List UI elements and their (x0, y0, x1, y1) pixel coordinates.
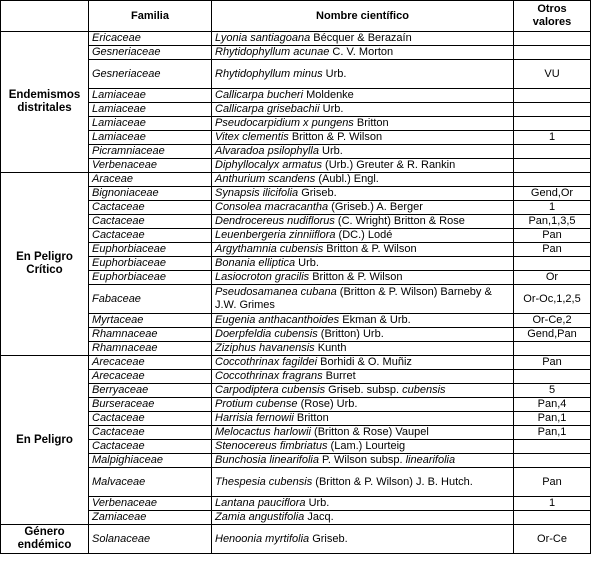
table-row (1, 511, 591, 525)
table-row (1, 384, 591, 398)
familia-cell: Fabaceae (89, 285, 212, 314)
table-row (1, 243, 591, 257)
table-row (1, 370, 591, 384)
familia-cell: Rhamnaceae (89, 342, 212, 356)
scientific-name-part: Dendrocereus nudiflorus (215, 215, 335, 227)
otros-valores-cell (514, 145, 591, 159)
otros-valores-cell: Gend,Pan (514, 328, 591, 342)
table-row (1, 187, 591, 201)
familia-cell: Arecaceae (89, 370, 212, 384)
familia-cell: Malpighiaceae (89, 454, 212, 468)
otros-valores-cell (514, 440, 591, 454)
familia-cell: Burseraceae (89, 398, 212, 412)
familia-cell: Araceae (89, 173, 212, 187)
nombre-cientifico-cell (212, 229, 514, 243)
author-part: Borhidi & O. Muñiz (317, 356, 412, 368)
author-part: (Britton & Rose) Vaupel (310, 426, 429, 438)
nombre-cientifico-cell (212, 398, 514, 412)
table-row (1, 89, 591, 103)
author-part: Bécquer & Berazaín (310, 32, 412, 44)
familia-cell: Verbenaceae (89, 159, 212, 173)
nombre-cientifico-cell (212, 46, 514, 60)
familia-cell: Berryaceae (89, 384, 212, 398)
familia-cell: Rhamnaceae (89, 328, 212, 342)
otros-valores-cell: 5 (514, 384, 591, 398)
author-part: (Urb.) Greuter & R. Rankin (321, 159, 456, 171)
scientific-name-part: Rhytidophyllum acunae (215, 46, 330, 58)
otros-valores-cell: Or (514, 271, 591, 285)
otros-valores-cell (514, 370, 591, 384)
nombre-cientifico-cell (212, 187, 514, 201)
otros-valores-cell: Or-Ce,2 (514, 314, 591, 328)
table-row (1, 32, 591, 46)
familia-cell: Lamiaceae (89, 103, 212, 117)
scientific-name-part: Bunchosia linearifolia (215, 454, 319, 466)
table-row (1, 103, 591, 117)
header-row (1, 1, 591, 32)
category-cell: En Peligro (1, 356, 89, 525)
author-part: C. V. Morton (329, 46, 394, 58)
author-part: Britton (353, 117, 389, 129)
scientific-name-part: Alvaradoa psilophylla (215, 145, 319, 157)
author-part: Urb. (322, 67, 347, 80)
table-row (1, 342, 591, 356)
scientific-name-part: Pseudosamanea cubana (215, 286, 337, 298)
table-row (1, 314, 591, 328)
nombre-cientifico-cell (212, 117, 514, 131)
familia-cell: Gesneriaceae (89, 60, 212, 89)
author-part: (Lam.) Lourteig (327, 440, 406, 452)
familia-cell: Picramniaceae (89, 145, 212, 159)
author-part: (Rose) Urb. (297, 398, 358, 410)
table-row (1, 497, 591, 511)
scientific-name-part: Harrisia fernowii (215, 412, 294, 424)
scientific-name-part: Henoonia myrtifolia (215, 532, 310, 545)
scientific-name-part: Callicarpa bucheri (215, 89, 304, 101)
familia-cell: Bignoniaceae (89, 187, 212, 201)
otros-valores-cell (514, 159, 591, 173)
scientific-name-part: Carpodiptera cubensis (215, 384, 326, 396)
author-part: Burret (322, 370, 356, 382)
nombre-cientifico-cell (212, 32, 514, 46)
nombre-cientifico-cell (212, 243, 514, 257)
familia-cell: Myrtaceae (89, 314, 212, 328)
table-row (1, 426, 591, 440)
scientific-name-part: Lyonia santiagoana (215, 32, 311, 44)
otros-valores-cell: Pan (514, 468, 591, 497)
otros-valores-cell (514, 257, 591, 271)
author-part: (Britton) Urb. (317, 328, 384, 340)
nombre-cientifico-cell (212, 257, 514, 271)
scientific-name-part: Eugenia anthacanthoides (215, 314, 340, 326)
nombre-cientifico-cell (212, 285, 514, 314)
familia-cell: Cactaceae (89, 426, 212, 440)
table-row (1, 60, 591, 89)
otros-valores-cell: Pan,1 (514, 412, 591, 426)
table-row (1, 131, 591, 145)
nombre-cientifico-cell (212, 131, 514, 145)
scientific-name-part: Anthurium scandens (215, 173, 316, 185)
scientific-name-part: Coccothrinax fagildei (215, 356, 318, 368)
nombre-cientifico-cell (212, 173, 514, 187)
table-row (1, 356, 591, 370)
table-row (1, 145, 591, 159)
nombre-cientifico-cell (212, 159, 514, 173)
familia-cell: Cactaceae (89, 201, 212, 215)
author-part: (DC.) Lodé (335, 229, 393, 241)
author-part: (Griseb.) A. Berger (328, 201, 423, 213)
otros-valores-cell: Pan,4 (514, 398, 591, 412)
nombre-cientifico-cell (212, 60, 514, 89)
familia-cell: Arecaceae (89, 356, 212, 370)
familia-cell: Euphorbiaceae (89, 257, 212, 271)
table-row (1, 173, 591, 187)
author-part: Kunth (314, 342, 347, 354)
scientific-name-part: Protium cubense (215, 398, 298, 410)
table-row (1, 257, 591, 271)
nombre-cientifico-cell (212, 440, 514, 454)
author-part: Jacq. (304, 511, 334, 523)
author-part: (Aubl.) Engl. (315, 173, 379, 185)
nombre-cientifico-cell (212, 454, 514, 468)
otros-valores-cell: Gend,Or (514, 187, 591, 201)
nombre-cientifico-cell (212, 384, 514, 398)
otros-valores-cell (514, 103, 591, 117)
familia-cell: Lamiaceae (89, 131, 212, 145)
nombre-cientifico-cell (212, 328, 514, 342)
scientific-name-part: Thespesia cubensis (215, 475, 313, 488)
nombre-cientifico-cell (212, 497, 514, 511)
familia-cell: Lamiaceae (89, 89, 212, 103)
scientific-name-part: Pseudocarpidium x pungens (215, 117, 354, 129)
author-part: (Britton & P. Wilson) Barneby & J.W. Grimes (215, 286, 492, 311)
author-part: Britton & P. Wilson (288, 131, 383, 143)
nombre-cientifico-cell (212, 215, 514, 229)
familia-cell: Cactaceae (89, 229, 212, 243)
otros-valores-cell (514, 173, 591, 187)
familia-cell: Verbenaceae (89, 497, 212, 511)
nombre-cientifico-cell (212, 426, 514, 440)
nombre-cientifico-cell (212, 412, 514, 426)
nombre-cientifico-cell (212, 356, 514, 370)
author-part: Urb. (318, 145, 343, 157)
nombre-cientifico-cell (212, 201, 514, 215)
familia-cell: Cactaceae (89, 440, 212, 454)
author-part: Ekman & Urb. (339, 314, 411, 326)
scientific-name-part: Stenocereus fimbriatus (215, 440, 328, 452)
scientific-name-part: Consolea macracantha (215, 201, 329, 213)
scientific-name-part: cubensis (402, 384, 446, 396)
author-part: (Britton & P. Wilson) J. B. Hutch. (312, 475, 473, 488)
table-row (1, 229, 591, 243)
familia-cell: Gesneriaceae (89, 46, 212, 60)
scientific-name-part: Coccothrinax fragrans (215, 370, 323, 382)
table-row (1, 117, 591, 131)
header-familia: Familia (89, 1, 212, 32)
otros-valores-cell: VU (514, 60, 591, 89)
otros-valores-cell: Or-Ce (514, 525, 591, 554)
otros-valores-cell (514, 32, 591, 46)
scientific-name-part: Leuenbergeria zinniiflora (215, 229, 336, 241)
table-row (1, 398, 591, 412)
otros-valores-cell (514, 89, 591, 103)
scientific-name-part: Rhytidophyllum minus (215, 67, 323, 80)
author-part: Griseb. (298, 187, 337, 199)
author-part: Urb. (319, 103, 344, 115)
table-row (1, 201, 591, 215)
table-row (1, 46, 591, 60)
otros-valores-cell (514, 117, 591, 131)
nombre-cientifico-cell (212, 89, 514, 103)
author-part: Britton (293, 412, 329, 424)
table-row (1, 468, 591, 497)
author-part: Britton & P. Wilson (309, 271, 403, 283)
author-part: Urb. (305, 497, 330, 509)
otros-valores-cell: Pan,1 (514, 426, 591, 440)
table-row (1, 454, 591, 468)
nombre-cientifico-cell (212, 145, 514, 159)
nombre-cientifico-cell (212, 525, 514, 554)
otros-valores-cell: Or-Oc,1,2,5 (514, 285, 591, 314)
author-part: Griseb. subsp. (325, 384, 403, 396)
category-cell: Endemismos distritales (1, 32, 89, 173)
otros-valores-cell: Pan,1,3,5 (514, 215, 591, 229)
table-row (1, 525, 591, 554)
otros-valores-cell: Pan (514, 229, 591, 243)
author-part: Britton & P. Wilson (323, 243, 417, 255)
scientific-name-part: Bonania elliptica (215, 257, 296, 269)
familia-cell: Cactaceae (89, 412, 212, 426)
author-part: Urb. (295, 257, 319, 269)
header-otros-valores: Otros valores (514, 1, 591, 32)
scientific-name-part: Ziziphus havanensis (215, 342, 315, 354)
scientific-name-part: Callicarpa grisebachii (215, 103, 320, 115)
table-row (1, 215, 591, 229)
table-body (1, 32, 591, 554)
otros-valores-cell: 1 (514, 131, 591, 145)
author-part: Moldenke (303, 89, 354, 101)
table-row (1, 285, 591, 314)
scientific-name-part: Melocactus harlowii (215, 426, 311, 438)
otros-valores-cell: Pan (514, 243, 591, 257)
scientific-name-part: Lantana pauciflora (215, 497, 306, 509)
author-part: Griseb. (309, 532, 348, 545)
familia-cell: Cactaceae (89, 215, 212, 229)
otros-valores-cell: 1 (514, 201, 591, 215)
otros-valores-cell (514, 46, 591, 60)
author-part: (C. Wright) Britton & Rose (334, 215, 465, 227)
nombre-cientifico-cell (212, 370, 514, 384)
familia-cell: Solanaceae (89, 525, 212, 554)
table-row (1, 412, 591, 426)
table-row (1, 159, 591, 173)
author-part: P. Wilson subsp. (318, 454, 406, 466)
scientific-name-part: Argythamnia cubensis (215, 243, 324, 255)
nombre-cientifico-cell (212, 271, 514, 285)
header-category (1, 1, 89, 32)
scientific-name-part: Synapsis ilicifolia (215, 187, 299, 199)
scientific-name-part: Vitex clementis (215, 131, 289, 143)
scientific-name-part: linearifolia (405, 454, 456, 466)
nombre-cientifico-cell (212, 342, 514, 356)
table-row (1, 440, 591, 454)
familia-cell: Zamiaceae (89, 511, 212, 525)
familia-cell: Euphorbiaceae (89, 271, 212, 285)
familia-cell: Malvaceae (89, 468, 212, 497)
scientific-name-part: Doerpfeldia cubensis (215, 328, 318, 340)
otros-valores-cell (514, 511, 591, 525)
otros-valores-cell: Pan (514, 356, 591, 370)
category-cell: En Peligro Crítico (1, 173, 89, 356)
scientific-name-part: Zamia angustifolia (215, 511, 305, 523)
nombre-cientifico-cell (212, 103, 514, 117)
scientific-name-part: Lasiocroton gracilis (215, 271, 310, 283)
familia-cell: Euphorbiaceae (89, 243, 212, 257)
nombre-cientifico-cell (212, 314, 514, 328)
nombre-cientifico-cell (212, 511, 514, 525)
category-cell: Género endémico (1, 525, 89, 554)
table-row (1, 328, 591, 342)
table-row (1, 271, 591, 285)
otros-valores-cell (514, 454, 591, 468)
familia-cell: Lamiaceae (89, 117, 212, 131)
nombre-cientifico-cell (212, 468, 514, 497)
otros-valores-cell (514, 342, 591, 356)
otros-valores-cell: 1 (514, 497, 591, 511)
scientific-name-part: Diphyllocalyx armatus (215, 159, 322, 171)
header-nombre: Nombre científico (212, 1, 514, 32)
familia-cell: Ericaceae (89, 32, 212, 46)
